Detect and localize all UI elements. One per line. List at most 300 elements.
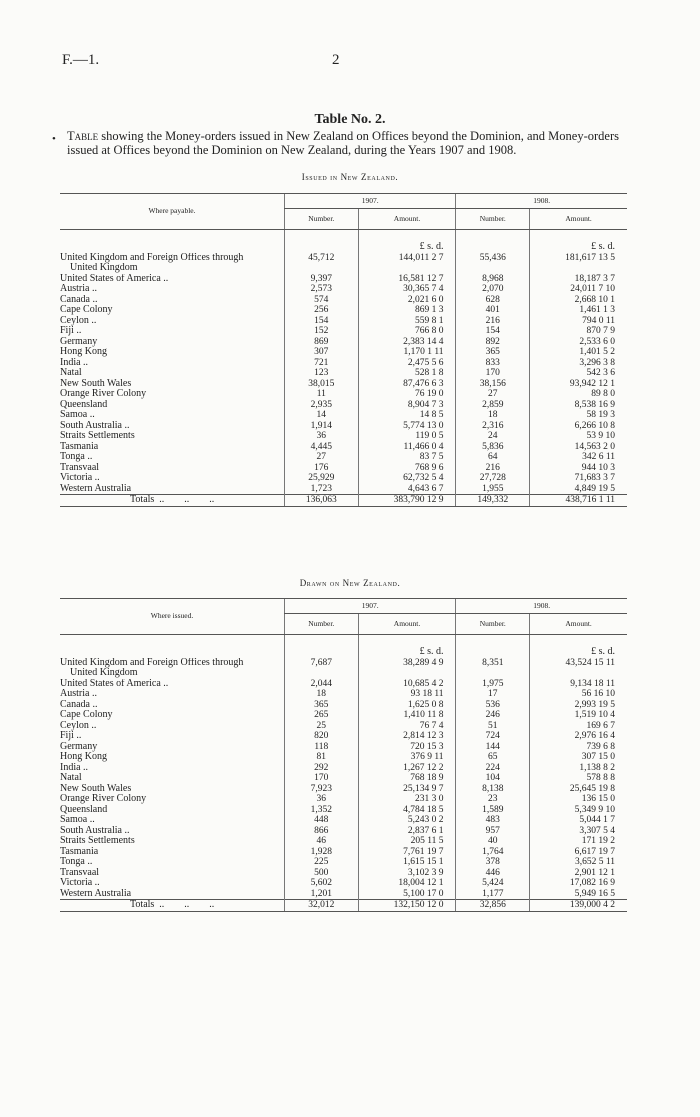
number-cell: 265 [284,710,358,721]
amount-cell: 2,837 6 1 [358,826,456,837]
number-cell: 118 [284,742,358,753]
number-cell: 892 [456,337,530,348]
place-cell [60,794,284,805]
table-row [60,868,627,879]
amount-cell: 1,401 5 2 [530,347,627,358]
number-cell: 17 [456,689,530,700]
amount-cell: 16,581 12 7 [358,274,456,285]
table-row [60,710,627,721]
number-cell: 721 [284,358,358,369]
unit-blank [456,647,530,658]
place-name: Transvaal [60,867,100,878]
number-cell: 2,070 [456,284,530,295]
amount-cell: 3,307 5 4 [530,826,627,837]
number-cell: 1,352 [284,805,358,816]
place-name: Canada .. [60,699,98,710]
table-row [60,326,627,337]
number-cell: 11 [284,389,358,400]
unit-row [60,242,627,253]
place-name: Natal [60,773,82,783]
number-cell: 2,044 [284,679,358,690]
number-cell: 27 [456,389,530,400]
unit-blank [60,242,284,253]
amount-cell: 83 7 5 [358,452,456,463]
totals-row [60,495,627,507]
number-cell: 36 [284,431,358,442]
amount-cell: 3,102 3 9 [358,868,456,879]
table-row [60,742,627,753]
amount-header: Amount. [530,614,627,635]
table-row [60,284,627,295]
table-row [60,421,627,432]
place-cell [60,463,284,474]
number-cell: 38,015 [284,379,358,390]
place-cell [60,805,284,816]
table-row [60,731,627,742]
number-cell: 8,968 [456,274,530,285]
amount-cell: 578 8 8 [530,773,627,784]
number-cell: 65 [456,752,530,763]
place-name: Natal [60,368,82,378]
number-cell: 2,573 [284,284,358,295]
number-cell: 170 [456,368,530,379]
number-cell: 1,723 [284,484,358,495]
number-cell: 574 [284,295,358,306]
number-cell: 46 [284,836,358,847]
place-cell [60,484,284,495]
number-cell: 7,687 [284,658,358,679]
amount-cell: 1,170 1 11 [358,347,456,358]
table-row [60,700,627,711]
amount-cell: 89 8 0 [530,389,627,400]
table-row [60,389,627,400]
number-cell: 292 [284,763,358,774]
place-cell [60,857,284,868]
amount-cell: 5,949 16 5 [530,889,627,900]
amount-cell: 7,761 19 7 [358,847,456,858]
totals-row [60,900,627,912]
amount-cell: 1,519 10 4 [530,710,627,721]
number-cell: 1,928 [284,847,358,858]
number-header: Number. [284,209,358,230]
number-cell: 866 [284,826,358,837]
amount-cell: 136 15 0 [530,794,627,805]
number-cell: 483 [456,815,530,826]
number-cell: 170 [284,773,358,784]
place-cell [60,410,284,421]
table-row [60,253,627,274]
number-cell: 144 [456,742,530,753]
amount-cell: 528 1 8 [358,368,456,379]
unit-blank [284,242,358,253]
totals-amount: 132,150 12 0 [358,900,456,912]
place-name: Tonga .. [60,452,93,462]
amount-cell: 25,645 19 8 [530,784,627,795]
amount-cell: 2,901 12 1 [530,868,627,879]
number-cell: 833 [456,358,530,369]
section-title-drawn: Drawn on New Zealand. [299,578,401,588]
place-name: Orange River Colony [60,389,147,399]
place-name: Queensland [60,399,108,410]
place-name: Samoa .. [60,815,95,825]
number-cell: 216 [456,316,530,327]
place-cell [60,431,284,442]
place-cell [60,710,284,721]
place-cell [60,337,284,348]
number-cell: 38,156 [456,379,530,390]
table-row [60,847,627,858]
number-cell: 7,923 [284,784,358,795]
amount-cell: 53 9 10 [530,431,627,442]
place-cell [60,836,284,847]
amount-cell: 71,683 3 7 [530,473,627,484]
amount-cell: 376 9 11 [358,752,456,763]
leader-dots: .. .. .. [154,494,215,505]
number-cell: 401 [456,305,530,316]
amount-cell: 17,082 16 9 [530,878,627,889]
number-cell: 365 [456,347,530,358]
totals-number: 32,012 [284,900,358,912]
number-cell: 500 [284,868,358,879]
number-cell: 2,935 [284,400,358,411]
place-cell [60,368,284,379]
place-cell [60,868,284,879]
place-cell [60,742,284,753]
place-cell [60,826,284,837]
place-name: Western Australia [60,888,132,899]
place-name: Canada .. [60,294,98,305]
spacer-cell [456,230,530,243]
place-cell [60,679,284,690]
amount-cell: 38,289 4 9 [358,658,456,679]
amount-cell: 559 8 1 [358,316,456,327]
number-cell: 307 [284,347,358,358]
place-cell [60,421,284,432]
amount-cell: 6,266 10 8 [530,421,627,432]
amount-cell: 739 6 8 [530,742,627,753]
amount-cell: 10,685 4 2 [358,679,456,690]
number-header: Number. [456,209,530,230]
currency-unit: £ s. d. [358,242,456,253]
number-cell: 225 [284,857,358,868]
amount-cell: 542 3 6 [530,368,627,379]
place-cell [60,274,284,285]
number-cell: 51 [456,721,530,732]
place-name-continued: United Kingdom [70,667,138,678]
number-cell: 628 [456,295,530,306]
totals-amount: 438,716 1 11 [530,495,627,507]
amount-cell: 720 15 3 [358,742,456,753]
amount-cell: 768 18 9 [358,773,456,784]
amount-cell: 342 6 11 [530,452,627,463]
table-number: Table No. 2. [314,112,386,127]
table-row [60,347,627,358]
spacer-cell [284,230,358,243]
unit-blank [284,647,358,658]
number-cell: 123 [284,368,358,379]
place-cell [60,305,284,316]
amount-cell: 3,296 3 8 [530,358,627,369]
table-row [60,836,627,847]
place-name: Ceylon .. [60,720,97,731]
table-row [60,368,627,379]
totals-label: Totals [130,899,155,910]
table-row [60,379,627,390]
number-cell: 45,712 [284,253,358,274]
number-cell: 18 [284,689,358,700]
number-cell: 365 [284,700,358,711]
amount-cell: 18,187 3 7 [530,274,627,285]
place-name: Orange River Colony [60,794,147,804]
place-cell [60,689,284,700]
amount-cell: 2,976 16 4 [530,731,627,742]
currency-unit: £ s. d. [530,647,627,658]
amount-cell: 9,134 18 11 [530,679,627,690]
totals-amount: 139,000 4 2 [530,900,627,912]
amount-cell: 768 9 6 [358,463,456,474]
currency-unit: £ s. d. [358,647,456,658]
amount-cell: 4,849 19 5 [530,484,627,495]
table-row [60,805,627,816]
spacer-cell [456,635,530,648]
amount-cell: 3,652 5 11 [530,857,627,868]
amount-cell: 1,625 0 8 [358,700,456,711]
unit-row [60,647,627,658]
place-name: Victoria .. [60,473,100,483]
amount-cell: 794 0 11 [530,316,627,327]
spacer-cell [284,635,358,648]
place-name: Victoria .. [60,878,100,888]
place-cell [60,721,284,732]
header-row [60,194,627,209]
number-cell: 224 [456,763,530,774]
number-cell: 18 [456,410,530,421]
issued-table [60,193,627,507]
totals-label-cell [60,900,284,912]
table-row [60,463,627,474]
place-name: United States of America .. [60,678,169,689]
place-cell [60,889,284,900]
number-header: Number. [456,614,530,635]
number-cell: 5,424 [456,878,530,889]
place-name: Hong Kong [60,752,107,762]
place-name: New South Wales [60,378,132,389]
number-cell: 27,728 [456,473,530,484]
number-cell: 40 [456,836,530,847]
number-cell: 446 [456,868,530,879]
amount-cell: 1,461 1 3 [530,305,627,316]
table-row [60,316,627,327]
place-name: Western Australia [60,483,132,494]
place-name: Cape Colony [60,305,113,315]
place-cell [60,773,284,784]
amount-header: Amount. [530,209,627,230]
table-row [60,400,627,411]
amount-cell: 25,134 9 7 [358,784,456,795]
drawn-table [60,598,627,912]
amount-cell: 231 3 0 [358,794,456,805]
table-row [60,763,627,774]
place-name: South Australia .. [60,825,130,836]
number-cell: 8,138 [456,784,530,795]
place-cell [60,847,284,858]
table-row [60,484,627,495]
place-cell [60,473,284,484]
number-cell: 55,436 [456,253,530,274]
amount-cell: 24,011 7 10 [530,284,627,295]
header-row [60,599,627,614]
number-cell: 154 [456,326,530,337]
number-cell: 1,914 [284,421,358,432]
amount-cell: 181,617 13 5 [530,253,627,274]
description-text: showing the Money-orders issued in New Zealand on Offices beyond the Dominion, and Money-orders issued at Offices beyond the Dominion on New Zealand, during the Years 1907 and 1908. [67,129,619,157]
totals-number: 136,063 [284,495,358,507]
number-cell: 869 [284,337,358,348]
report-reference: F.—1. [62,52,100,68]
number-cell: 81 [284,752,358,763]
amount-cell: 14,563 2 0 [530,442,627,453]
number-cell: 246 [456,710,530,721]
place-name: Cape Colony [60,710,113,720]
number-cell: 1,201 [284,889,358,900]
place-name: Tasmania [60,846,99,857]
year-1907-header: 1907. [284,599,456,614]
number-cell: 1,764 [456,847,530,858]
number-cell: 25 [284,721,358,732]
place-cell [60,752,284,763]
number-cell: 2,316 [456,421,530,432]
place-cell [60,442,284,453]
place-name: Transvaal [60,462,100,473]
amount-cell: 93,942 12 1 [530,379,627,390]
place-cell [60,316,284,327]
amount-cell: 2,993 19 5 [530,700,627,711]
place-name: Germany [60,741,98,752]
place-cell [60,878,284,889]
table-row [60,857,627,868]
leader-dots: .. .. .. [154,899,215,910]
table-row [60,689,627,700]
table-row [60,658,627,679]
amount-cell: 1,267 12 2 [358,763,456,774]
number-cell: 256 [284,305,358,316]
totals-number: 32,856 [456,900,530,912]
number-cell: 5,836 [456,442,530,453]
number-header: Number. [284,614,358,635]
spacer-cell [60,635,284,648]
number-cell: 8,351 [456,658,530,679]
amount-cell: 8,538 16 9 [530,400,627,411]
place-name: India .. [60,357,89,368]
number-cell: 1,955 [456,484,530,495]
table-row [60,773,627,784]
amount-cell: 14 8 5 [358,410,456,421]
amount-cell: 307 15 0 [530,752,627,763]
amount-cell: 2,533 6 0 [530,337,627,348]
amount-cell: 43,524 15 11 [530,658,627,679]
place-name: United States of America .. [60,273,169,284]
amount-cell: 11,466 0 4 [358,442,456,453]
table-row [60,721,627,732]
number-cell: 14 [284,410,358,421]
table-description [67,129,647,157]
spacer-row [60,635,627,648]
number-cell: 1,177 [456,889,530,900]
place-cell [60,358,284,369]
place-cell [60,295,284,306]
number-cell: 23 [456,794,530,805]
place-name: Hong Kong [60,347,107,357]
number-cell: 9,397 [284,274,358,285]
spacer-cell [60,230,284,243]
amount-cell: 5,243 0 2 [358,815,456,826]
amount-cell: 18,004 12 1 [358,878,456,889]
place-name: Fiji .. [60,731,82,741]
table-row [60,295,627,306]
place-name: Germany [60,336,98,347]
table-row [60,431,627,442]
amount-cell: 144,011 2 7 [358,253,456,274]
amount-cell: 4,784 18 5 [358,805,456,816]
amount-header: Amount. [358,614,456,635]
place-name: Straits Settlements [60,836,135,846]
number-cell: 820 [284,731,358,742]
table-row [60,679,627,690]
table-row [60,274,627,285]
place-name: New South Wales [60,783,132,794]
place-cell [60,784,284,795]
table-row [60,878,627,889]
place-cell [60,347,284,358]
amount-header: Amount. [358,209,456,230]
place-cell [60,700,284,711]
place-name: United Kingdom and Foreign Offices through [60,252,244,263]
number-cell: 2,859 [456,400,530,411]
amount-cell: 1,615 15 1 [358,857,456,868]
spacer-row [60,230,627,243]
table-row [60,826,627,837]
place-cell [60,815,284,826]
table-row [60,305,627,316]
amount-cell: 8,904 7 3 [358,400,456,411]
place-name: Tonga .. [60,857,93,867]
amount-cell: 4,643 6 7 [358,484,456,495]
number-cell: 536 [456,700,530,711]
number-cell: 957 [456,826,530,837]
amount-cell: 2,668 10 1 [530,295,627,306]
place-name: India .. [60,762,89,773]
year-1908-header: 1908. [456,194,627,209]
place-cell [60,731,284,742]
number-cell: 25,929 [284,473,358,484]
amount-cell: 5,100 17 0 [358,889,456,900]
place-cell [60,400,284,411]
number-cell: 24 [456,431,530,442]
place-name: Samoa .. [60,410,95,420]
year-1907-header: 1907. [284,194,456,209]
place-cell [60,284,284,295]
totals-label: Totals [130,494,155,505]
amount-cell: 169 6 7 [530,721,627,732]
totals-amount: 383,790 12 9 [358,495,456,507]
table-row [60,752,627,763]
number-cell: 216 [456,463,530,474]
place-cell [60,452,284,463]
number-cell: 154 [284,316,358,327]
place-name: Austria .. [60,284,97,294]
unit-blank [60,647,284,658]
amount-cell: 870 7 9 [530,326,627,337]
